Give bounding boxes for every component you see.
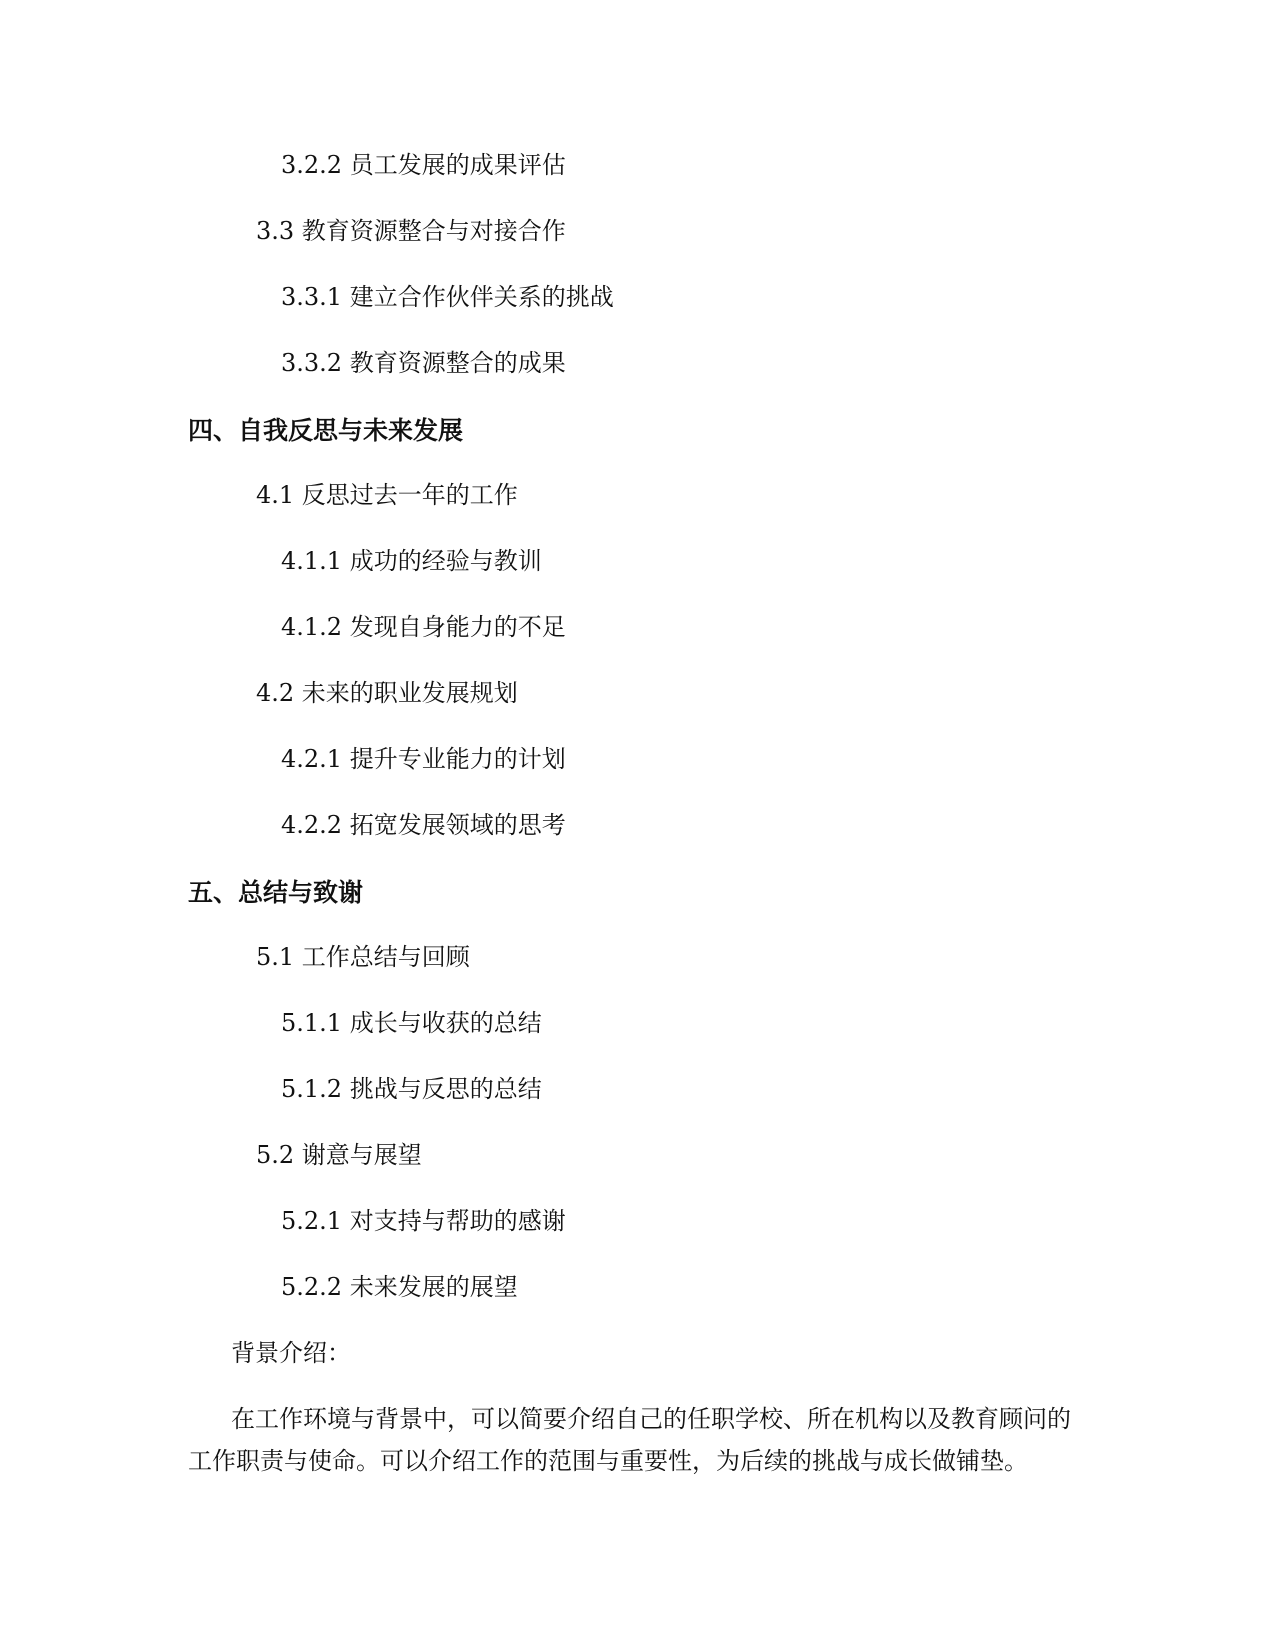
outline-item-3-2-2: 3.2.2 员工发展的成果评估 — [281, 151, 566, 179]
outline-item-5-1: 5.1 工作总结与回顾 — [256, 943, 470, 971]
outline-item-4-1-1: 4.1.1 成功的经验与教训 — [281, 547, 542, 575]
background-label: 背景介绍： — [231, 1339, 351, 1367]
outline-item-3-3-2: 3.3.2 教育资源整合的成果 — [281, 349, 566, 377]
outline-item-5-1-1: 5.1.1 成长与收获的总结 — [281, 1009, 542, 1037]
section-heading-4: 四、自我反思与未来发展 — [188, 416, 464, 445]
outline-item-3-3: 3.3 教育资源整合与对接合作 — [256, 217, 566, 245]
outline-item-3-3-1: 3.3.1 建立合作伙伴关系的挑战 — [281, 283, 614, 311]
outline-item-4-1-2: 4.1.2 发现自身能力的不足 — [281, 613, 566, 641]
outline-item-4-2: 4.2 未来的职业发展规划 — [256, 679, 518, 707]
outline-item-4-2-2: 4.2.2 拓宽发展领域的思考 — [281, 811, 566, 839]
outline-item-4-1: 4.1 反思过去一年的工作 — [256, 481, 518, 509]
outline-item-4-2-1: 4.2.1 提升专业能力的计划 — [281, 745, 566, 773]
outline-item-5-2-2: 5.2.2 未来发展的展望 — [281, 1273, 518, 1301]
section-heading-5: 五、总结与致谢 — [188, 878, 364, 907]
outline-item-5-2: 5.2 谢意与展望 — [256, 1141, 422, 1169]
outline-item-5-1-2: 5.1.2 挑战与反思的总结 — [281, 1075, 542, 1103]
outline-item-5-2-1: 5.2.1 对支持与帮助的感谢 — [281, 1207, 566, 1235]
background-paragraph: 在工作环境与背景中，可以简要介绍自己的任职学校、所在机构以及教育顾问的工作职责与使命。可以介绍工作的范围与重要性，为后续的挑战与成长做铺垫。 — [188, 1405, 1071, 1475]
